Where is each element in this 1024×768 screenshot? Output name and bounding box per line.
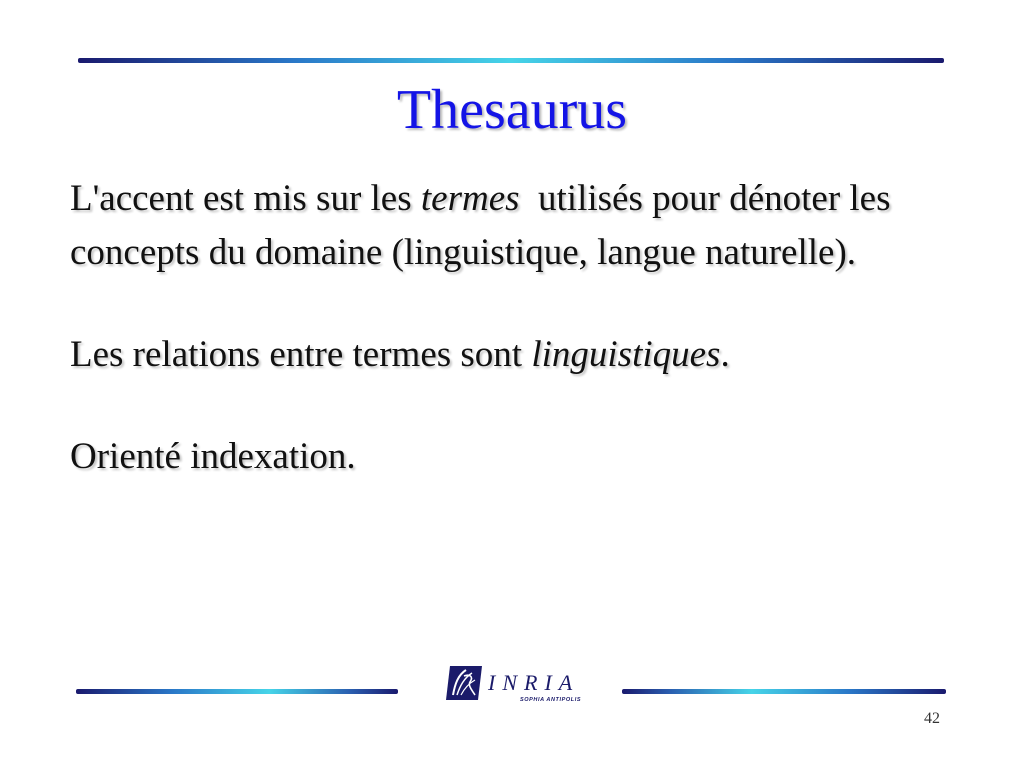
- inria-logo-icon: [444, 664, 484, 702]
- bottom-divider-right: [622, 689, 946, 694]
- paragraph-1-text: L'accent est mis sur les: [70, 178, 421, 219]
- paragraph-3-text: Orienté indexation.: [70, 436, 356, 477]
- body-paragraph-1: [70, 172, 950, 280]
- body-paragraph-2: [70, 328, 950, 382]
- paragraph-1-emphasis: termes: [420, 178, 520, 219]
- inria-logo-subtitle: SOPHIA ANTIPOLIS: [520, 697, 582, 703]
- paragraph-1-text-after: utilisés pour dénoter les concepts du domaine (linguistique, langue naturelle).: [70, 178, 900, 273]
- bottom-divider-left: [76, 689, 398, 694]
- slide-body: [70, 172, 950, 484]
- paragraph-2-text: Les relations entre termes sont: [70, 334, 532, 375]
- body-paragraph-3: [70, 430, 950, 484]
- paragraph-2-text-after: .: [720, 334, 730, 375]
- inria-logo-text: INRIA: [488, 670, 580, 695]
- page-number: 42: [924, 710, 940, 727]
- top-divider: [78, 58, 944, 63]
- paragraph-2-emphasis: linguistiques: [531, 334, 721, 375]
- slide-title: Thesaurus: [396, 79, 628, 141]
- inria-logo: [444, 664, 600, 708]
